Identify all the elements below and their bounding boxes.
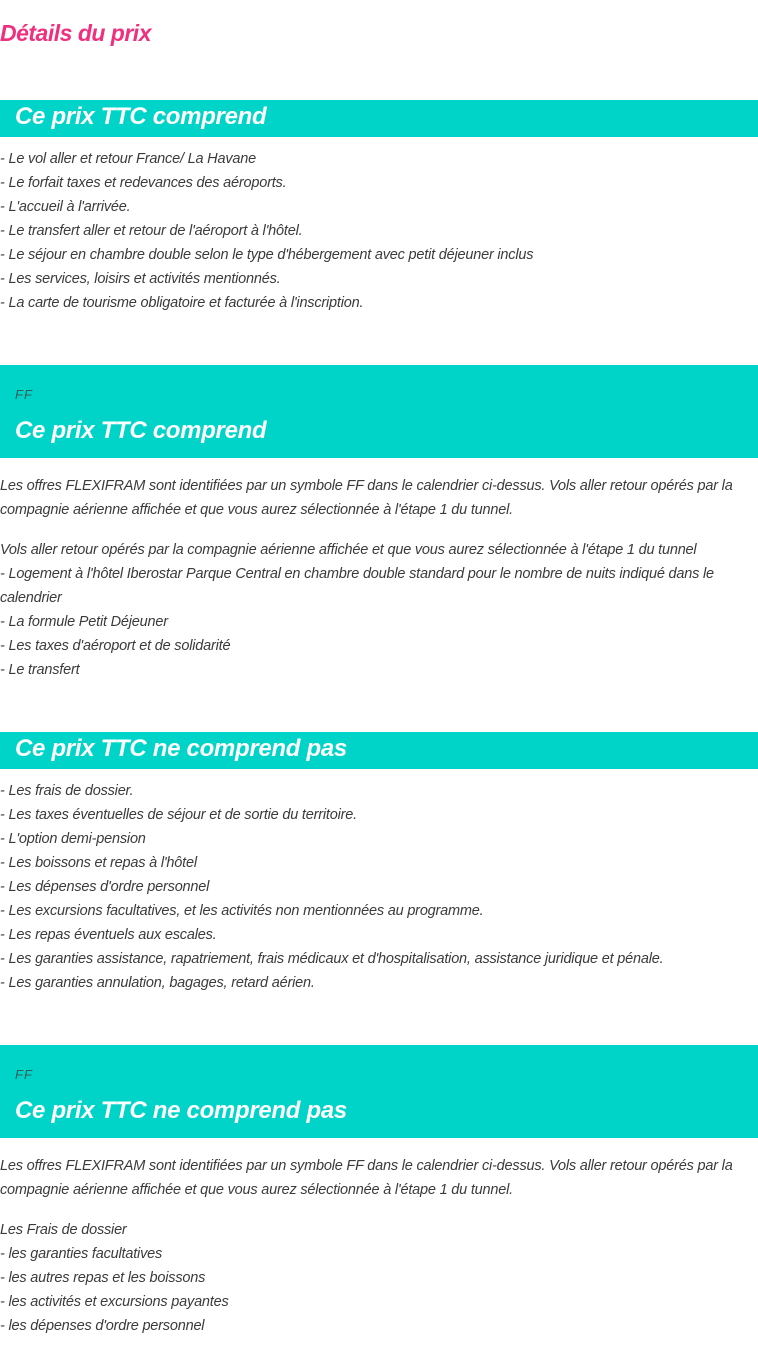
section-heading: Ce prix TTC comprend xyxy=(15,417,267,444)
excludes-list xyxy=(0,779,750,995)
section-header-includes xyxy=(0,100,758,137)
list-item: - Les taxes éventuelles de séjour et de sortie du territoire. xyxy=(0,807,357,823)
section-heading: Ce prix TTC ne comprend pas xyxy=(15,1097,347,1124)
includes-list xyxy=(0,147,750,315)
list-item: - L'option demi-pension xyxy=(0,831,146,847)
ff-code-label: FF xyxy=(15,1067,33,1082)
list-lead: Les Frais de dossier xyxy=(0,1222,127,1238)
section-heading: Ce prix TTC comprend xyxy=(15,103,267,130)
list-item: - les garanties facultatives xyxy=(0,1246,163,1262)
flexifram-intro: Les offres FLEXIFRAM sont identifiées par un symbole FF dans le calendrier ci-dessus. Vols aller retour opérés par la compagnie aérienne affichée et que vous aurez sélectionnée à l'étape 1 du tunnel. xyxy=(0,478,733,518)
list-item: - La formule Petit Déjeuner xyxy=(0,614,168,630)
list-item: - Le vol aller et retour France/ La Havane xyxy=(0,151,256,167)
list-item: - L'accueil à l'arrivée. xyxy=(0,199,131,215)
page-title: Détails du prix xyxy=(0,20,151,46)
section-header-ff-excludes xyxy=(0,1045,758,1138)
section-heading: Ce prix TTC ne comprend pas xyxy=(15,735,347,762)
ff-excludes-list xyxy=(0,1218,750,1338)
list-item: - les autres repas et les boissons xyxy=(0,1270,206,1286)
section-header-ff-includes xyxy=(0,365,758,458)
list-item: - Le transfert aller et retour de l'aéroport à l'hôtel. xyxy=(0,223,303,239)
list-item: - Le forfait taxes et redevances des aéroports. xyxy=(0,175,287,191)
list-item: - Les dépenses d'ordre personnel xyxy=(0,879,210,895)
list-item: - les dépenses d'ordre personnel xyxy=(0,1318,205,1334)
flexifram-intro: Les offres FLEXIFRAM sont identifiées par un symbole FF dans le calendrier ci-dessus. Vols aller retour opérés par la compagnie aérienne affichée et que vous aurez sélectionnée à l'étape 1 du tunnel. xyxy=(0,1158,733,1198)
list-item: - Les taxes d'aéroport et de solidarité xyxy=(0,638,231,654)
list-item: - Les services, loisirs et activités mentionnés. xyxy=(0,271,281,287)
list-item: - Les excursions facultatives, et les activités non mentionnées au programme. xyxy=(0,903,484,919)
list-item: - Les garanties assistance, rapatriement, frais médicaux et d'hospitalisation, assistance juridique et pénale. xyxy=(0,951,664,967)
list-item: - Les garanties annulation, bagages, retard aérien. xyxy=(0,975,315,991)
list-item: - Les repas éventuels aux escales. xyxy=(0,927,217,943)
list-item: - Les frais de dossier. xyxy=(0,783,134,799)
section-header-excludes xyxy=(0,732,758,769)
list-item: - Le transfert xyxy=(0,662,80,678)
list-lead: Vols aller retour opérés par la compagnie aérienne affichée et que vous aurez sélectionnée à l'étape 1 du tunnel xyxy=(0,542,697,558)
list-item: - La carte de tourisme obligatoire et facturée à l'inscription. xyxy=(0,295,364,311)
ff-includes-list xyxy=(0,538,750,682)
list-item: - les activités et excursions payantes xyxy=(0,1294,229,1310)
ff-code-label: FF xyxy=(15,387,33,402)
list-item: - Logement à l'hôtel Iberostar Parque Central en chambre double standard pour le nombre de nuits indiqué dans le calendrier xyxy=(0,566,714,606)
list-item: - Les boissons et repas à l'hôtel xyxy=(0,855,197,871)
list-item: - Le séjour en chambre double selon le type d'hébergement avec petit déjeuner inclus xyxy=(0,247,534,263)
